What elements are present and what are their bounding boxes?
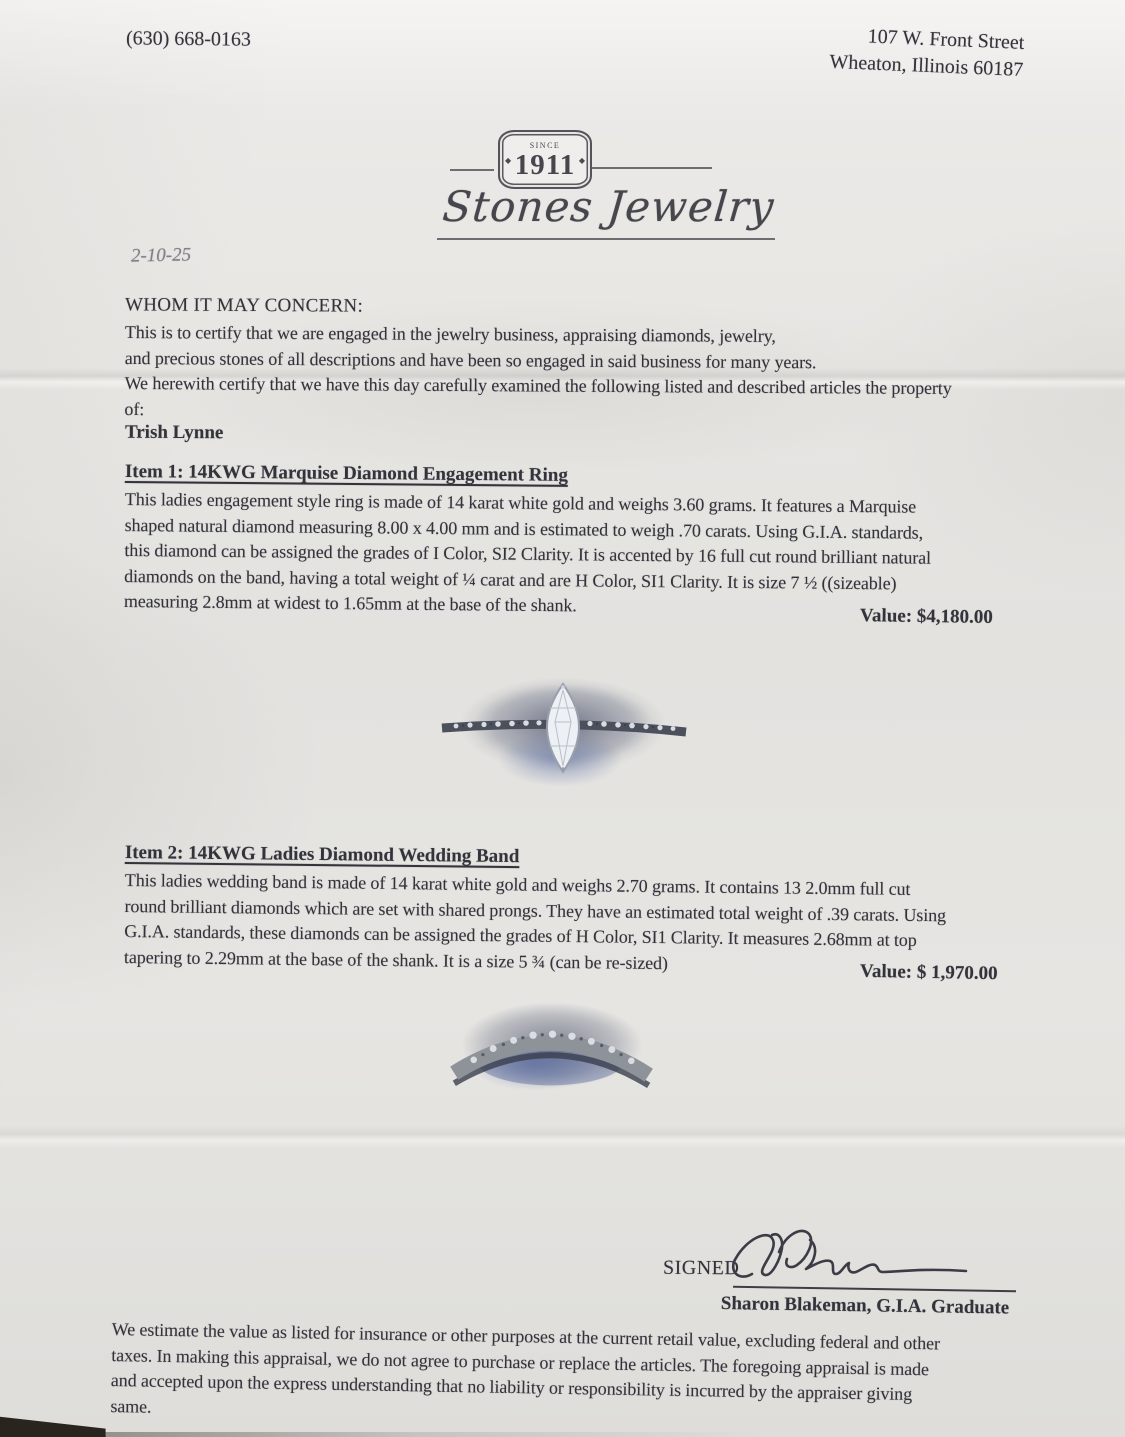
salutation: WHOM IT MAY CONCERN: [124,294,364,317]
signature-scrawl [722,1218,1002,1294]
item-1-value: Value: $4,180.00 [859,605,993,628]
item-2-heading: Item 2: 14KWG Ladies Diamond Wedding Band [124,842,520,868]
logo-rule-right [592,167,712,169]
bottom-edge-shadow [0,1432,760,1437]
marquise-ring-illustration [432,664,694,796]
item-2-value: Value: $ 1,970.00 [859,960,998,985]
wedding-band-photo [442,993,662,1101]
logo-rule-left [450,169,494,171]
signed-label: SIGNED [662,1256,740,1280]
item-1-heading: Item 1: 14KWG Marquise Diamond Engagement Ring [124,461,568,486]
item-1-description: This ladies engagement style ring is made of 14 karat white gold and weighs 3.60 grams. It features a Marquise shaped natural diamond measuring 8.00 x 4.00 mm and is estimated to weigh .70 carats. Using G.I.A. standards, this diamond can be assigned the grades of I Color, SI2 Clarity. It is accented by 16 full cut round brilliant natural diamonds on the band, having a total weight of ¼ carat and are H Color, SI1 Clarity. It is size 7 ½ ((sizeable) measuring 2.8mm at widest to 1.65mm at the base of the shank. [123,488,932,616]
badge-year: 1911 [514,148,576,181]
letterhead-address-line2: Wheaton, Illinois 60187 [829,50,1024,81]
owner-name: Trish Lynne [124,421,224,444]
engagement-ring-photo [432,664,694,796]
letterhead-phone: (630) 668-0163 [125,27,252,51]
letterhead-address-line1: 107 W. Front Street [867,25,1025,54]
letterhead-address [829,22,1025,84]
intro-paragraph: This is to certify that we are engaged in the jewelry business, appraising diamonds, jewelry, and precious stones of all descriptions and have been so engaged in said business for many years. We herewith certify that we have this day carefully examined the following listed and described articles the property of: [124,321,952,419]
badge-diamond-icon: ◆ [578,156,585,165]
disclaimer-paragraph: We estimate the value as listed for insurance or other purposes at the current retail value, excluding federal and other taxes. In making this appraisal, we do not agree to purchase or replace the articles. The foregoing appraisal is made and accepted upon the express understanding that no liability or responsibility is incurred by the appraiser giving same. [110,1318,941,1417]
since-1911-badge [498,130,592,189]
date-stamp: 2-10-25 [130,244,192,267]
badge-diamond-icon: ◆ [505,156,512,165]
logo-business-name: Stones Jewelry [440,182,777,231]
logo-underline [437,238,775,240]
badge-since-label: SINCE [529,140,561,150]
signer-name: Sharon Blakeman, G.I.A. Graduate [720,1293,1010,1319]
item-2-description: This ladies wedding band is made of 14 karat white gold and weighs 2.70 grams. It contains 13 2.0mm full cut round brilliant diamonds which are set with shared prongs. They have an estimated total weight of .39 carats. Using G.I.A. standards, these diamonds can be assigned the grades of H Color, SI1 Clarity. It measures 2.68mm at top tapering to 2.29mm at the base of the shank. It is a size 5 ¾ (can be re-sized) [123,869,947,973]
wedding-band-illustration [442,993,662,1101]
